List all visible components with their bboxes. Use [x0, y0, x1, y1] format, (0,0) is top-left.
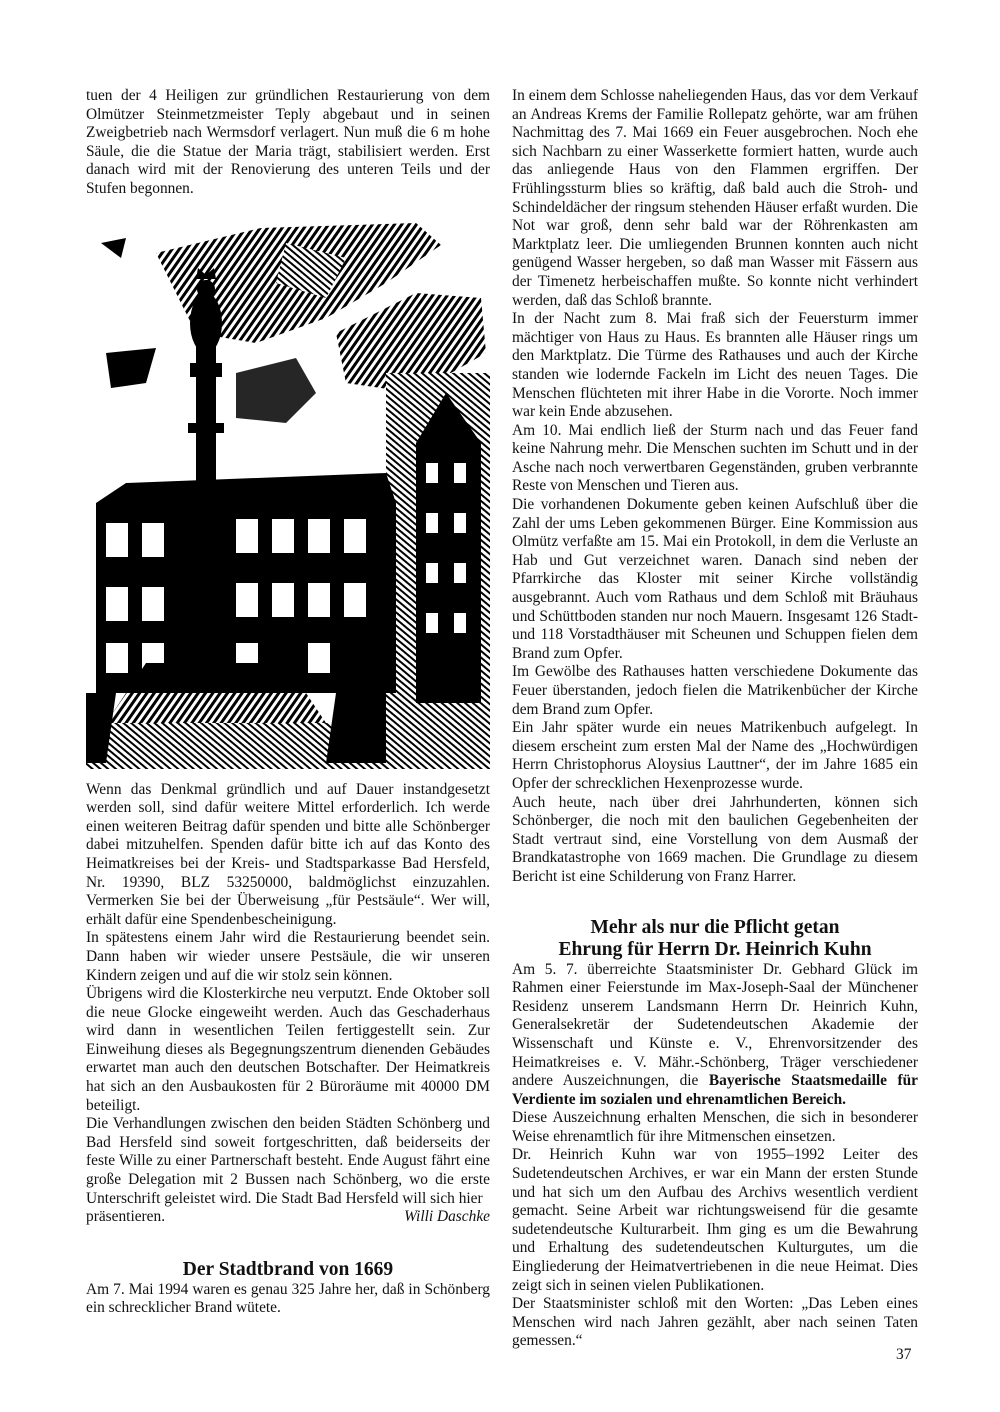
- article-intro-text: Am 5. 7. überreichte Staatsminister Dr. Gebhard Glück im Rahmen einer Feierstunde im Max-Joseph-Saal der Münchener Residenz unserem Landsmann Herrn Dr. Heinrich Kuhn, Generalsekretär der Sudetendeutschen Akademie der Wissenschaft und Künste e. V., Ehrenvorsitzender des Heimatkreises e. V. Mähr.-Schönberg, Träger verschiedener andere Auszeichnungen, die: [512, 960, 918, 1090]
- article-paragraph-archiv: Dr. Heinrich Kuhn war von 1955–1992 Leiter des Sudetendeutschen Archives, er war ein Mann der ersten Stunde und hat sich um den Aufbau des Archivs wesentlich verdient gemacht. Seine Arbeit war richtungsweisend für die gesamte sudetendeutsche Kulturarbeit. Ihm ging es um die Bewahrung und Erhaltung des sudetendeutschen Kulturgutes, um die Eingliederung der Heimatvertriebenen in die neue Heimat. Dies zeigt sich in seinen vielen Publikationen.: [512, 1146, 918, 1294]
- article-heading-1: Mehr als nur die Pflicht getan: [590, 916, 840, 938]
- pestsaeule-illustration: [86, 223, 490, 769]
- intro-paragraph: tuen der 4 Heiligen zur gründlichen Restaurierung von dem Olmützer Steinmetzmeister Teply abgebaut und in seinen Zweigbetrieb nach Wermsdorf verlagert. Nun muß die 6 m hohe Säule, die die Statue der Maria trägt, stabilisiert werden. Erst danach wird mit der Renovierung des unteren Teils und der Stufen begonnen.: [86, 87, 490, 197]
- paragraph-heute: Auch heute, nach über drei Jahrhunderten, können sich Schönberger, die noch mit den baulichen Gegebenheiten der Stadt vertraut sind, eine Vorstellung von dem Ausmaß der Brandkatastrophe von 1669 machen. Die Grundlage zu diesem Bericht ist eine Schilderung von Franz Harrer.: [512, 793, 918, 885]
- paragraph-nacht: In der Nacht zum 8. Mai fraß sich der Feuersturm immer mächtiger von Haus zu Haus. Es brannten alle Häuser rings um den Marktplatz. Die Türme des Rathauses und auch der Kirche standen wie lodernde Fackeln im Licht des neuen Tages. Die Menschen flüchteten mit ihrer Habe in die Vororte. Noch immer war kein Ende abzusehen.: [512, 310, 918, 421]
- page-number: 37: [896, 1346, 912, 1363]
- paragraph-gewoelbe: Im Gewölbe des Rathauses hatten verschiedene Dokumente das Feuer überstanden, jedoch fielen die Matrikenbücher der Kirche dem Brand zum Opfer.: [512, 663, 918, 718]
- signature-line: [86, 1208, 490, 1227]
- article-heading-2: Ehrung für Herrn Dr. Heinrich Kuhn: [558, 938, 872, 960]
- article-paragraph-zitat: Der Staatsminister schloß mit den Worten: „Das Leben eines Menschen wird nach Jahren gezählt, aber nach seinen Taten gemessen.“: [512, 1295, 918, 1350]
- left-column: [86, 87, 490, 1318]
- section-heading-stadtbrand: Der Stadtbrand von 1669: [182, 1258, 394, 1280]
- right-column: [512, 87, 918, 1351]
- paragraph-spende: Wenn das Denkmal gründlich und auf Dauer instandgesetzt werden soll, sind dafür weitere Mittel erforderlich. Ich werde einen weiteren Beitrag dafür spenden und bitte alle Schönberger dabei mitzuhelfen. Spenden dafür bitte ich auf das Konto des Heimatkreises bei der Kreis- und Stadtsparkasse Bad Hersfeld, Nr. 19390, BLZ 53250000, baldmöglichst einzuzahlen. Vermerken Sie bei der Überweisung „für Pestsäule“. Wer will, erhält dafür eine Spendenbescheinigung.: [86, 780, 490, 928]
- section-intro-stadtbrand: Am 7. Mai 1994 waren es genau 325 Jahre her, daß in Schönberg ein schrecklicher Brand wütete.: [86, 1280, 490, 1317]
- last-line-text: präsentieren.: [86, 1208, 166, 1226]
- paragraph-feuerausbruch: In einem dem Schlosse naheliegenden Haus, das vor dem Verkauf an Andreas Krems der Familie Rollepatz gehörte, war am frühen Nachmittag des 7. Mai 1669 ein Feuer ausgebrochen. Noch ehe sich Nachbarn zu einer Wasserkette formiert hatten, wurde auch das anliegende Haus von den Flammen ergriffen. Der Frühlingssturm blies so kräftig, daß bald auch die Stroh- und Schindeldächer der ringsum stehenden Häuser erfaßt wurden. Die Not war groß, denn sehr bald war der Röhrenkasten am Marktplatz leer. Die umliegenden Brunnen konnten auch nicht genügend Wasser hergeben, so daß man Wasser mit Fässern aus der Timenetz herbeischaffen mußte. So konnte nicht verhindert werden, daß das Schloß brannte.: [512, 87, 918, 309]
- article-intro: [512, 961, 918, 1110]
- paragraph-10-mai: Am 10. Mai endlich ließ der Sturm nach und das Feuer fand keine Nahrung mehr. Die Menschen suchten im Schutt und in der Asche nach noch verwertbaren Gegenständen, gruben verbrannte Reste von Menschen und Tieren aus.: [512, 421, 918, 495]
- paragraph-partnerschaft: Die Verhandlungen zwischen den beiden Städten Schönberg und Bad Hersfeld sind soweit fortgeschritten, daß beiderseits der feste Wille zu einer Partnerschaft besteht. Ende August fährt eine große Delegation mit 2 Bussen nach Schönberg, wo die erste Unterschrift geleistet wird. Die Stadt Bad Hersfeld will sich hier: [86, 1115, 490, 1207]
- author-signature: Willi Daschke: [404, 1208, 490, 1226]
- paragraph-matrikenbuch: Ein Jahr später wurde ein neues Matrikenbuch aufgelegt. In diesem erscheint zum ersten Mal der Name des „Hochwürdigen Herrn Christophorus Aloysius Lauttner“, der im Jahre 1685 ein Opfer der schrecklichen Hexenprozesse wurde.: [512, 719, 918, 792]
- paragraph-klosterkirche: Übrigens wird die Klosterkirche neu verputzt. Ende Oktober soll die neue Glocke eingeweiht werden. Auch das Geschaderhaus wird dann in wesentlichen Teilen fertiggestellt sein. Zur Einweihung dieses als Begegnungszentrum dienenden Gebäudes erwartet man auch den deutschen Botschafter. Der Heimatkreis hat sich an den Ausbaukosten für 2 Büroräume mit 40000 DM beteiligt.: [86, 985, 490, 1114]
- article-paragraph-auszeichnung: Diese Auszeichnung erhalten Menschen, die sich in besonderer Weise ehrenamtlich für ihre Mitmenschen einsetzen.: [512, 1109, 918, 1145]
- paragraph-restaurierung: In spätestens einem Jahr wird die Restaurierung beendet sein. Dann haben wir wieder unsere Pestsäule, die wir unseren Kindern zeigen und auf die wir stolz sein können.: [86, 929, 490, 984]
- paragraph-dokumente: Die vorhandenen Dokumente geben keinen Aufschluß über die Zahl der ums Leben gekommenen Bürger. Eine Kommission aus Olmütz verfaßte am 15. Mai ein Protokoll, in dem die Verluste an Hab und Gut verzeichnet waren. Danach sind neben der Pfarrkirche das Kloster mit seiner Kirche vollständig ausgebrannt. Auch vom Rathaus und dem Schloß mit Bräuhaus und Schüttboden standen nur noch Mauern. Insgesamt 126 Stadt- und 118 Vorstadthäuser mit Scheunen und Schuppen fielen dem Brand zum Opfer.: [512, 496, 918, 662]
- article-bold-award: Bayerische Staatsmedaille für Verdiente im sozialen und ehrenamtlichen Bereich.: [512, 1072, 918, 1108]
